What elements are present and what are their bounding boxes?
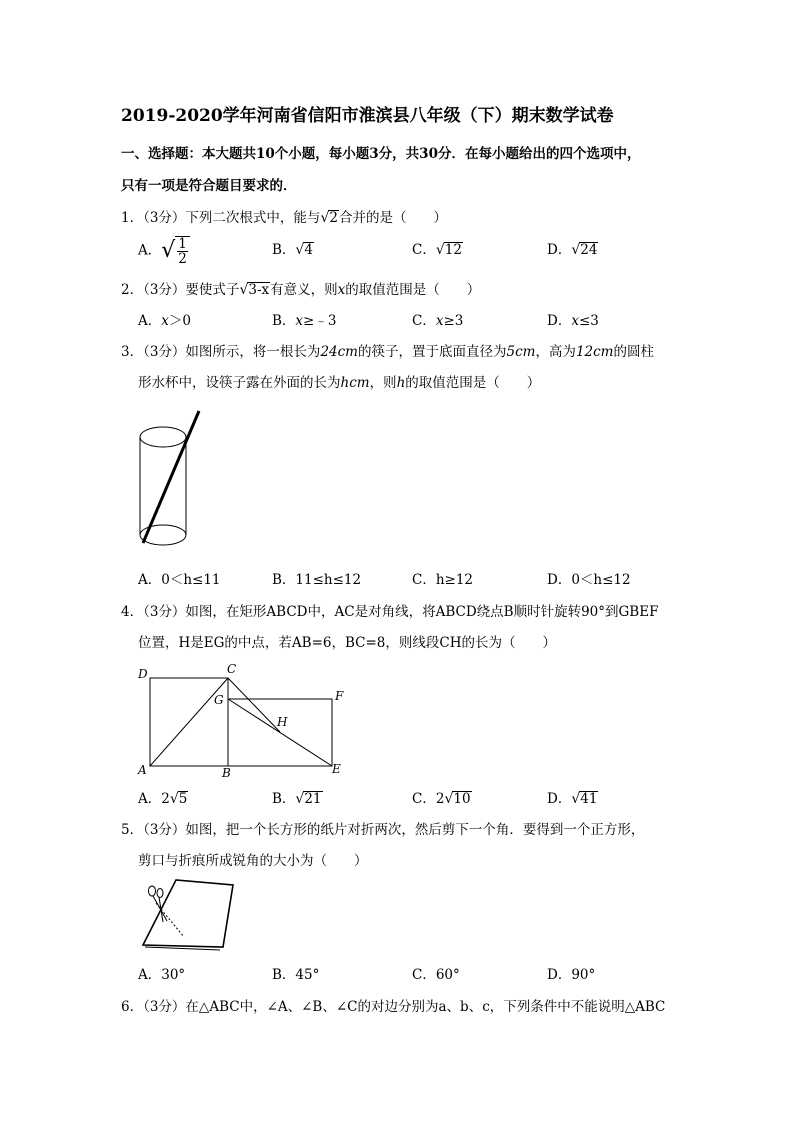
question-1-option-b[interactable]: B．√4 (272, 242, 313, 258)
question-5-stem-line2: 剪口与折痕所成锐角的大小为（ ） (138, 853, 368, 869)
folded-paper-scissors-figure (138, 875, 238, 955)
question-1-option-d[interactable]: D．√24 (547, 242, 598, 258)
question-2-option-b[interactable]: B．x≥﹣3 (272, 313, 337, 329)
vertex-label-f: F (335, 689, 344, 703)
question-3-stem-line1: 3．（3分）如图所示，将一根长为24cm的筷子，置于底面直径为5cm，高为12cm的圆柱 (121, 344, 654, 360)
section-header-line2: 只有一项是符合题目要求的． (121, 178, 297, 194)
question-5-stem-line1: 5．（3分）如图，把一个长方形的纸片对折两次，然后剪下一个角．要得到一个正方形， (121, 822, 645, 838)
question-2-option-a[interactable]: A．x＞0 (138, 313, 191, 329)
vertex-label-e: E (332, 762, 341, 776)
question-5-option-d[interactable]: D．90° (547, 967, 596, 983)
cylinder-cup-figure (130, 405, 220, 555)
question-5-option-b[interactable]: B．45° (272, 967, 320, 983)
question-4-option-c[interactable]: C．2√10 (412, 791, 471, 807)
question-3-option-b[interactable]: B．11≤h≤12 (272, 572, 362, 588)
question-2-option-d[interactable]: D．x≤3 (547, 313, 599, 329)
question-3-option-c[interactable]: C．h≥12 (412, 572, 474, 588)
page-title: 2019-2020学年河南省信阳市淮滨县八年级（下）期末数学试卷 (121, 106, 614, 126)
vertex-label-a: A (138, 763, 147, 777)
question-1-stem: 1．（3分）下列二次根式中，能与√2合并的是（ ） (121, 210, 447, 226)
question-6-stem-line1: 6．（3分）在△ABC中，∠A、∠B、∠C的对边分别为a、b、c，下列条件中不能说明△ABC (121, 999, 666, 1015)
scissors-icon (149, 886, 156, 896)
question-4-option-d[interactable]: D．√41 (547, 791, 598, 807)
question-1-option-c[interactable]: C．√12 (412, 242, 462, 258)
question-4-stem-line2: 位置，H是EG的中点，若AB=6，BC=8，则线段CH的长为（ ） (138, 635, 556, 651)
question-4-stem-line1: 4．（3分）如图，在矩形ABCD中，AC是对角线，将ABCD绕点B顺时针旋转90°到GBEF (121, 604, 659, 620)
question-5-option-c[interactable]: C．60° (412, 967, 460, 983)
question-2-option-c[interactable]: C．x≥3 (412, 313, 464, 329)
question-3-option-d[interactable]: D．0＜h≤12 (547, 572, 631, 588)
vertex-label-d: D (138, 667, 148, 681)
fraction-one-half: $\frac{1}{2}$ (175, 236, 190, 266)
question-3-option-a[interactable]: A．0＜h≤11 (138, 572, 221, 588)
question-4-option-a[interactable]: A．2√5 (138, 791, 188, 807)
question-5-option-a[interactable]: A．30° (138, 967, 186, 983)
question-2-stem: 2．（3分）要使式子√3-x有意义，则x的取值范围是（ ） (121, 282, 481, 298)
section-header-line1: 一、选择题：本大题共10个小题，每小题3分，共30分．在每小题给出的四个选项中， (121, 146, 641, 162)
question-4-option-b[interactable]: B．√21 (272, 791, 322, 807)
vertex-label-h: H (277, 715, 288, 729)
vertex-label-b: B (222, 766, 231, 780)
question-1-option-a[interactable]: A．√ $\frac{1}{2}$ (138, 236, 190, 266)
vertex-label-g: G (214, 693, 224, 707)
vertex-label-c: C (227, 662, 237, 676)
rectangle-rotation-figure (130, 660, 350, 780)
question-3-stem-line2: 形水杯中，设筷子露在外面的长为hcm，则h的取值范围是（ ） (138, 375, 541, 391)
